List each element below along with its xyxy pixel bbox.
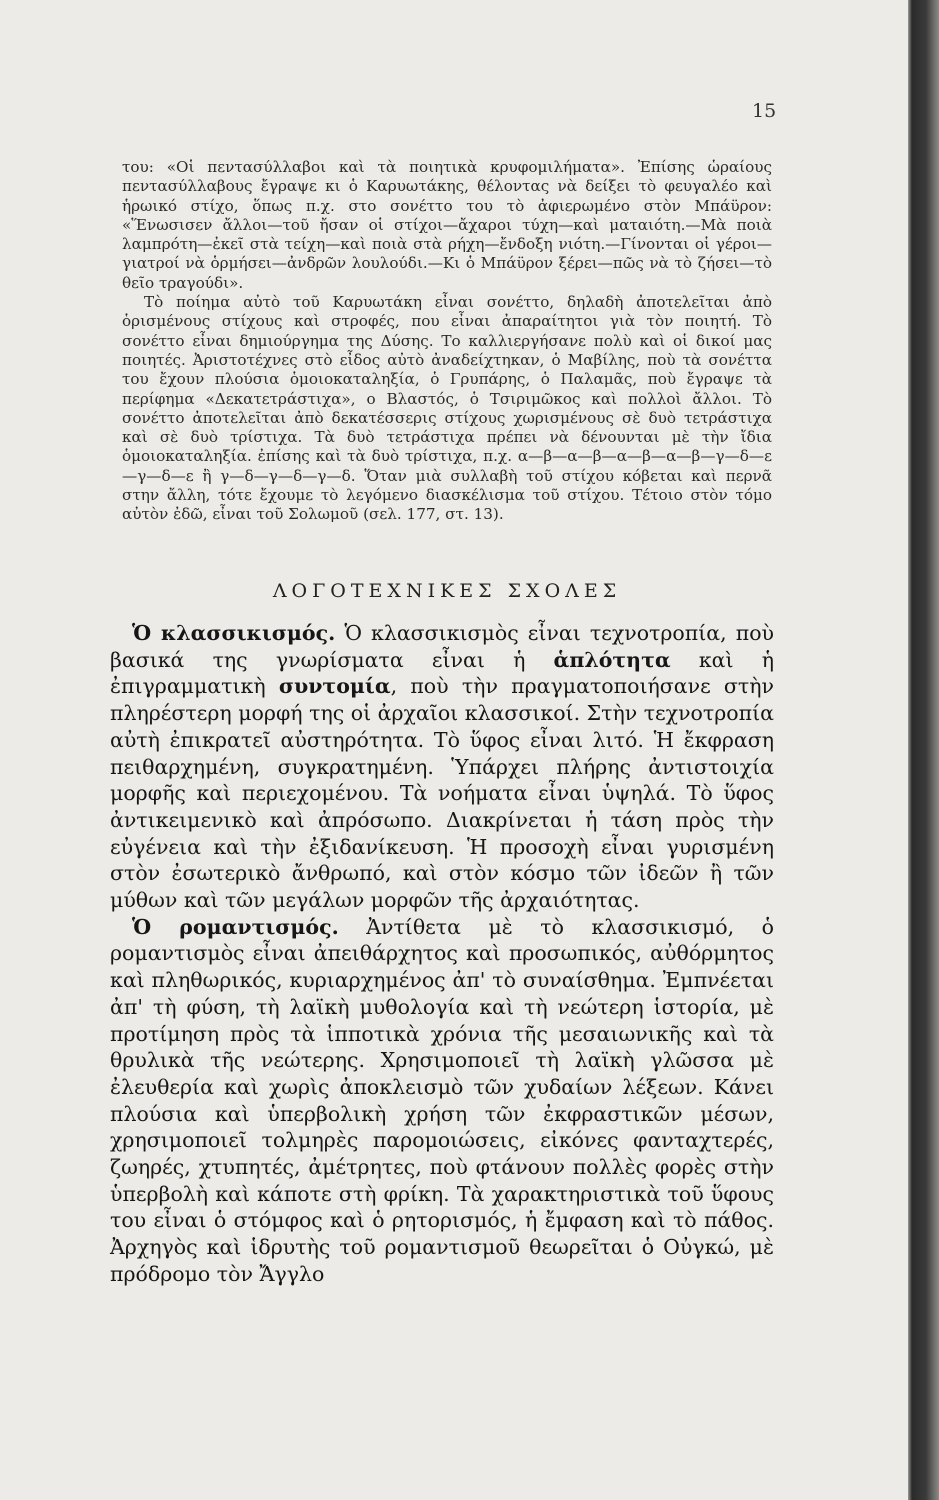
classicism-bold-2: συντομία <box>278 674 391 699</box>
classicism-text-3: , ποὺ τὴν πραγματοποιήσανε στὴν πληρέστερη μορφή της οἱ ἀρχαῖοι κλασσικοί. Στὴν τεχνοτροπία αὐτὴ ἐπικρατεῖ αὐστηρότητα. Τὸ ὕφος εἶναι λιτό. Ἡ ἔκφραση πειθαρχημένη, συγκρατημένη. Ὑπάρχει πλήρης ἀντιστοιχία μορφῆς καὶ περιεχομένου. Τὰ νοήματα εἶναι ὑψηλά. Τὸ ὕφος ἀντικειμενικὸ καὶ ἀπρόσωπο. Διακρίνεται ἡ τάση πρὸς τὴν εὐγένεια καὶ τὴν ἐξιδανίκευση. Ἡ προσοχὴ εἶναι γυρισμένη στὸν ἐσωτερικὸ ἄνθρωπό, καὶ στὸν κόσμο τῶν ἰδεῶν ἢ τῶν μύθων καὶ τῶν μεγάλων μορφῶν τῆς ἀρχαιότητας. <box>110 674 774 913</box>
classicism-text-2: καὶ ἡ ἐπιγραμματικὴ <box>110 647 774 699</box>
romanticism-text: Ἀντίθετα μὲ τὸ κλασσικισμό, ὁ ρομαντισμὸς εἶναι ἀπειθάρχητος καὶ προσωπικός, αὐθόρμητος καὶ πληθωρικός, κυριαρχημένος ἀπ' τὸ συναίσθημα. Ἐμπνέεται ἀπ' τὴ φύση, τὴ λαϊκὴ μυθολογία καὶ τὴ νεώτερη ἱστορία, μὲ προτίμηση πρὸς τὰ ἱπποτικὰ χρόνια τῆς μεσαιωνικῆς καὶ τὰ θρυλικὰ τῆς νεώτερης. Χρησιμοποιεῖ τὴ λαϊκὴ γλῶσσα μὲ ἐλευθερία καὶ χωρὶς ἀποκλεισμὸ τῶν χυδαίων λέξεων. Κάνει πλούσια καὶ ὑπερβολικὴ χρήση τῶν ἐκφραστικῶν μέσων, χρησιμοποιεῖ τολμηρὲς παρομοιώσεις, εἰκόνες φανταχτερές, ζωηρές, χτυπητές, ἀμέτρητες, ποὺ φτάνουν πολλὲς φορὲς στὴν ὑπερβολὴ καὶ κάποτε στὴ φρίκη. Τὰ χαρακτηριστικὰ τοῦ ὕφους του εἶναι ὁ στόμφος καὶ ὁ ρητορισμός, ἡ ἔμφαση καὶ τὸ πάθος. Ἀρχηγὸς καὶ ἱδρυτὴς τοῦ ρομαντισμοῦ θεωρεῖται ὁ Οὐγκώ, μὲ πρόδρομο τὸν Ἄγγλο <box>110 914 774 1286</box>
page-number: 15 <box>752 100 777 122</box>
romanticism-paragraph <box>110 914 774 1288</box>
upper-paragraph-2: Τὸ ποίημα αὐτὸ τοῦ Καρυωτάκη εἶναι σονέττο, δηλαδὴ ἀποτελεῖται ἀπὸ ὁρισμένους στίχους καὶ στροφές, που εἶναι ἀπαραίτητοι γιὰ τὸν ποιητή. Τὸ σονέττο εἶναι δημιούργημα της Δύσης. Το καλλιεργήσανε πολὺ καὶ οἱ δικοί μας ποιητές. Ἀριστοτέχνες στὸ εἶδος αὐτὸ ἀναδείχτηκαν, ὁ Μαβίλης, ποὺ τὰ σονέττα του ἔχουν πλούσια ὁμοιοκαταληξία, ὁ Γρυπάρης, ὁ Παλαμᾶς, ποὺ ἔγραψε τὰ περίφημα «Δεκατετράστιχα», ο Βλαστός, ὁ Τσιριμῶκος καὶ πολλοὶ ἄλλοι. Τὸ σονέττο ἀποτελεῖται ἀπὸ δεκατέσσερις στίχους χωρισμένους σὲ δυὸ τετράστιχα καὶ σὲ δυὸ τρίστιχα. Τὰ δυὸ τετράστιχα πρέπει νὰ δένουνται μὲ τὴν ἴδια ὁμοιοκαταληξία. ἐπίσης καὶ τὰ δυὸ τρίστιχα, π.χ. α—β—α—β—α—β—α—β—γ—δ—ε—γ—δ—ε ἢ γ—δ—γ—δ—γ—δ. Ὅταν μιὰ συλλαβὴ τοῦ στίχου κόβεται καὶ περνᾶ στην ἄλλη, τότε ἔχουμε τὸ λεγόμενο διασκέλισμα τοῦ στίχου. Τέτοιο στὸν τόμο αὐτὸν ἐδῶ, εἶναι τοῦ Σολωμοῦ (σελ. 177, στ. 13). <box>122 293 772 524</box>
upper-paragraph-1: του: «Οἱ πεντασύλλαβοι καὶ τὰ ποιητικὰ κρυφομιλήματα». Ἐπίσης ὡραίους πεντασύλλαβους ἔγραψε κι ὁ Καρυωτάκης, θέλοντας νὰ δείξει τὸ φευγαλέο καὶ ἡρωικό στίχο, ὅπως π.χ. στο σονέττο του τὸ ἀφιερωμένο στὸν Μπάϋρον: «Ἕνωσισεν ἄλλοι—τοῦ ἤσαν οἱ στίχοι—ἄχαροι τύχη—καὶ ματαιότη.—Μὰ ποιὰ λαμπρότη—ἐκεῖ στὰ τείχη—καὶ ποιὰ στὰ ρήχη—ἔνδοξη νιότη.—Γίνονται οἱ γέροι—γιατροί νὰ ὁρμήσει—ἀνδρῶν λουλούδι.—Κι ὁ Μπάϋρον ξέρει—πῶς νὰ τὸ ζήσει—τὸ θεῖο τραγούδι». <box>122 158 772 292</box>
classicism-paragraph <box>110 620 774 914</box>
classicism-text-1: Ὁ κλασσικισμὸς εἶναι τεχνοτροπία, ποὺ βασικά της γνωρίσματα εἶναι ἡ <box>110 621 775 672</box>
classicism-bold-1: ἁπλότητα <box>553 647 671 672</box>
book-spine-edge <box>908 0 939 1500</box>
section-heading: ΛΟΓΟΤΕΧΝΙΚΕΣ ΣΧΟΛΕΣ <box>272 580 622 602</box>
main-text-block <box>110 620 774 1288</box>
romanticism-term: Ὁ ρομαντισμός. <box>132 914 339 939</box>
classicism-term: Ὁ κλασσικισμός. <box>132 621 336 645</box>
upper-text-block <box>122 158 772 525</box>
